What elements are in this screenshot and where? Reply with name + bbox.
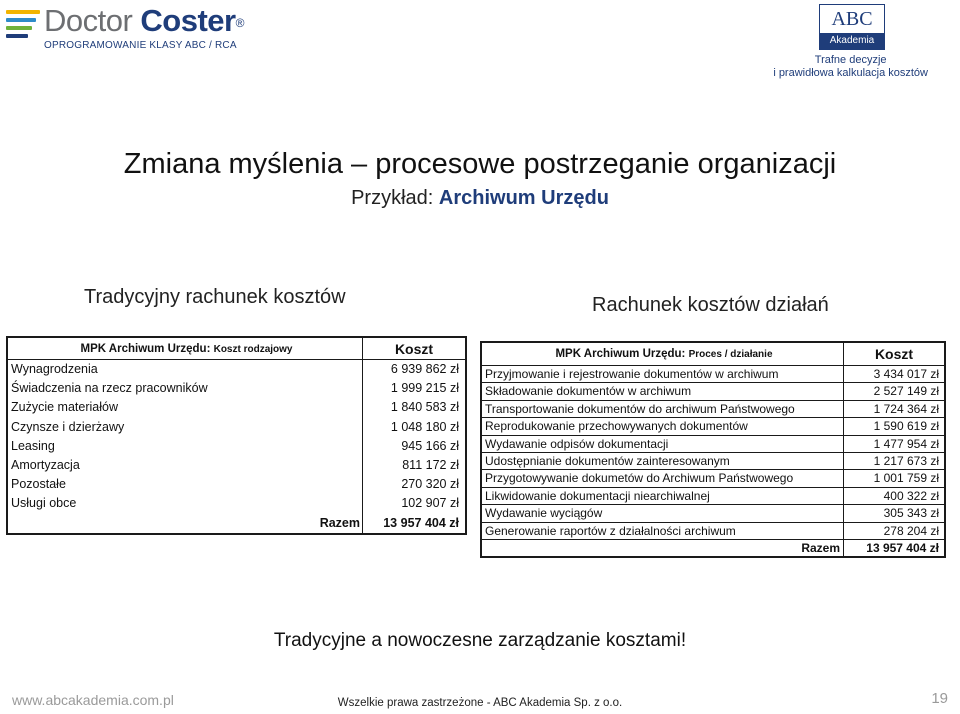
table-row: Wydawanie wyciągów 305 343 zł bbox=[482, 504, 944, 521]
doctor-coster-logo bbox=[6, 4, 256, 52]
abc-akademia-badge bbox=[819, 4, 885, 50]
doctor-coster-mark-icon bbox=[6, 10, 40, 40]
left-section-title: Tradycyjny rachunek kosztów bbox=[84, 286, 346, 308]
column-header-cost: Koszt bbox=[874, 346, 914, 362]
table-row: Świadczenia na rzecz pracowników 1 999 215 zł bbox=[8, 379, 465, 398]
table-row: Usługi obce 102 907 zł bbox=[8, 494, 465, 513]
table-row: Amortyzacja 811 172 zł bbox=[8, 456, 465, 475]
page-title: Zmiana myślenia – procesowe postrzeganie organizacji bbox=[123, 148, 837, 180]
traditional-cost-table bbox=[6, 336, 467, 535]
table-total-row: Razem 13 957 404 zł bbox=[8, 514, 465, 533]
right-section-title: Rachunek kosztów działań bbox=[592, 294, 829, 316]
table-row: Wydawanie odpisów dokumentacji 1 477 954 zł bbox=[482, 435, 944, 452]
table-row: Czynsze i dzierżawy 1 048 180 zł bbox=[8, 418, 465, 437]
footer-copyright: Wszelkie prawa zastrzeżone - ABC Akademia Sp. z o.o. bbox=[337, 697, 623, 709]
activity-cost-table bbox=[480, 341, 946, 558]
abc-logo-text: ABC bbox=[831, 8, 873, 30]
column-header-name: MPK Archiwum Urzędu: Koszt rodzajowy bbox=[8, 338, 363, 359]
table-row: Zużycie materiałów 1 840 583 zł bbox=[8, 398, 465, 417]
table-header-row bbox=[8, 338, 465, 360]
table-row: Składowanie dokumentów w archiwum 2 527 149 zł bbox=[482, 382, 944, 399]
akademia-logo-text: Akademia bbox=[820, 33, 884, 49]
page-subtitle: Przykład: Archiwum Urzędu bbox=[351, 187, 609, 209]
doctor-coster-tagline: OPROGRAMOWANIE KLASY ABC / RCA bbox=[44, 40, 237, 51]
closing-statement: Tradycyjne a nowoczesne zarządzanie kosztami! bbox=[273, 630, 687, 651]
table-header-row bbox=[482, 343, 944, 365]
table-row: Likwidowanie dokumentacji niearchiwalnej 400 322 zł bbox=[482, 487, 944, 504]
column-header-cost: Koszt bbox=[394, 341, 434, 357]
doctor-coster-wordmark: Doctor Coster® bbox=[44, 3, 244, 38]
footer-website-link[interactable]: www.abcakademia.com.pl bbox=[12, 692, 174, 708]
abc-akademia-logo bbox=[819, 4, 885, 50]
table-row: Generowanie raportów z działalności archiwum 278 204 zł bbox=[482, 522, 944, 539]
table-row: Pozostałe 270 320 zł bbox=[8, 475, 465, 494]
column-header-name: MPK Archiwum Urzędu: Proces / działanie bbox=[482, 343, 844, 365]
page-number: 19 bbox=[931, 690, 948, 707]
table-row: Reprodukowanie przechowywanych dokumentów 1 590 619 zł bbox=[482, 417, 944, 434]
table-total-row: Razem 13 957 404 zł bbox=[482, 539, 944, 556]
table-row: Leasing 945 166 zł bbox=[8, 437, 465, 456]
table-row: Transportowanie dokumentów do archiwum Państwowego 1 724 364 zł bbox=[482, 400, 944, 417]
table-row: Udostępnianie dokumentów zainteresowanym 1 217 673 zł bbox=[482, 452, 944, 469]
abc-akademia-tagline: Trafne decyzje i prawidłowa kalkulacja kosztów bbox=[773, 54, 928, 79]
table-row: Wynagrodzenia 6 939 862 zł bbox=[8, 360, 465, 379]
table-row: Przyjmowanie i rejestrowanie dokumentów w archiwum 3 434 017 zł bbox=[482, 365, 944, 382]
table-row: Przygotowywanie dokumetów do Archiwum Państwowego 1 001 759 zł bbox=[482, 469, 944, 486]
